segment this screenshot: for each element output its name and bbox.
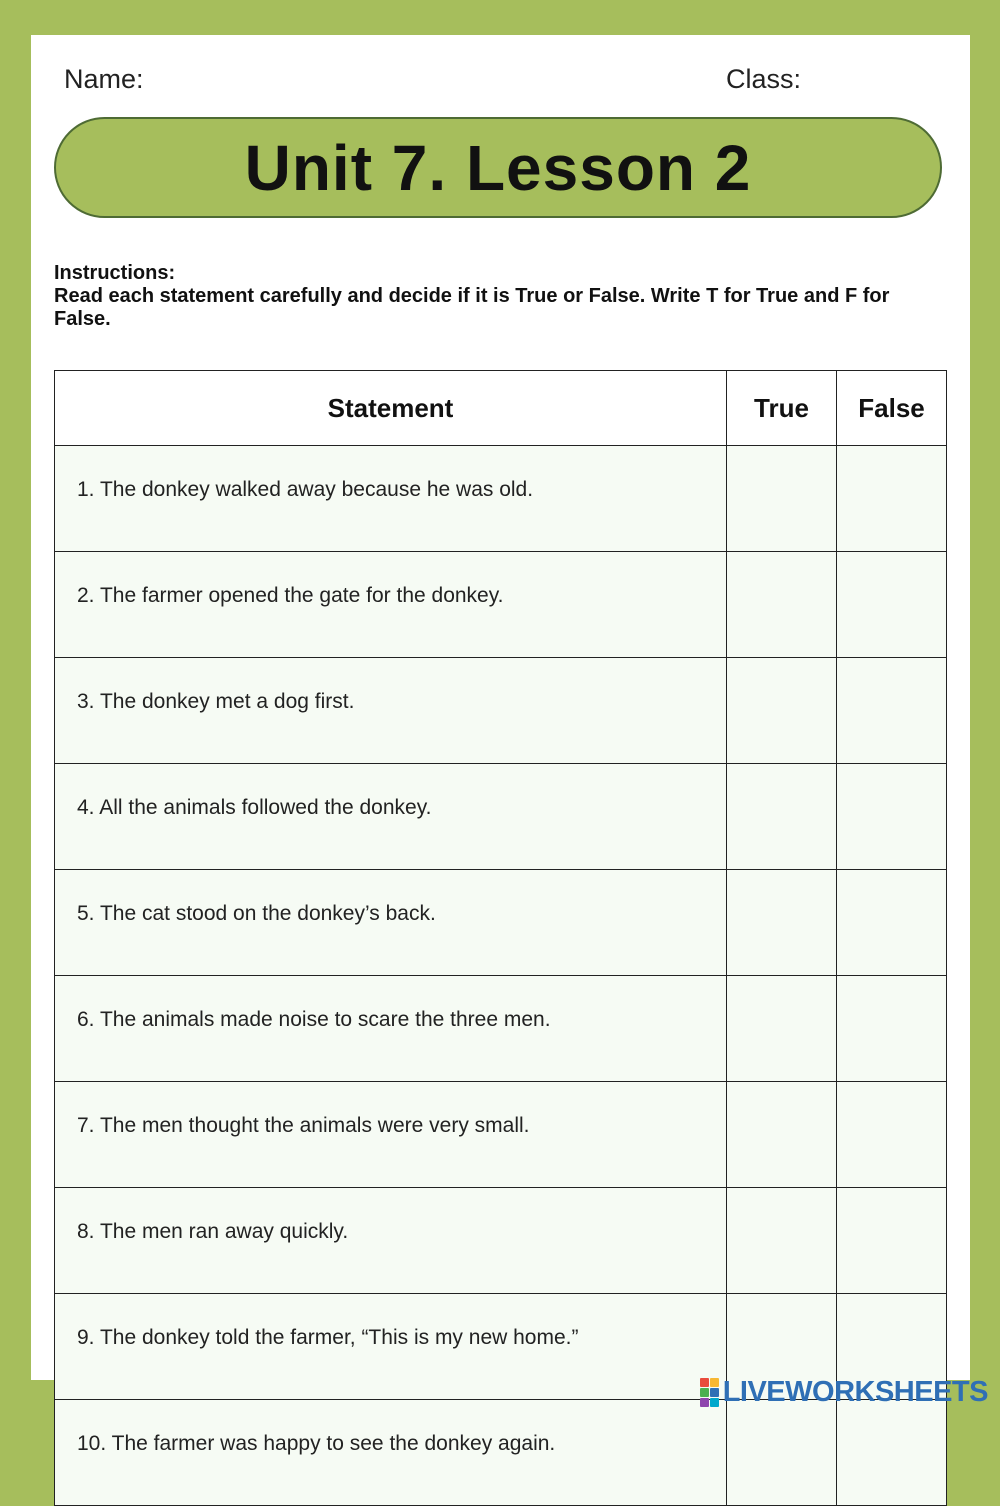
table-header-row — [55, 371, 947, 446]
statement-cell: 3. The donkey met a dog first. — [55, 658, 727, 764]
false-answer-cell[interactable] — [837, 976, 947, 1082]
table-row — [55, 870, 947, 976]
false-answer-cell[interactable] — [837, 446, 947, 552]
header-false: False — [837, 371, 947, 446]
table-row — [55, 446, 947, 552]
statement-cell: 8. The men ran away quickly. — [55, 1188, 727, 1294]
true-answer-cell[interactable] — [727, 658, 837, 764]
false-answer-cell[interactable] — [837, 1082, 947, 1188]
true-answer-cell[interactable] — [727, 976, 837, 1082]
header-true: True — [727, 371, 837, 446]
page-title: Unit 7. Lesson 2 — [244, 131, 752, 204]
statement-cell: 6. The animals made noise to scare the three men. — [55, 976, 727, 1082]
true-answer-cell[interactable] — [727, 1400, 837, 1506]
false-answer-cell[interactable] — [837, 870, 947, 976]
statement-cell: 1. The donkey walked away because he was old. — [55, 446, 727, 552]
statement-cell: 5. The cat stood on the donkey’s back. — [55, 870, 727, 976]
true-false-table — [54, 370, 947, 1506]
true-answer-cell[interactable] — [727, 870, 837, 976]
statement-cell: 2. The farmer opened the gate for the donkey. — [55, 552, 727, 658]
statement-cell: 9. The donkey told the farmer, “This is my new home.” — [55, 1294, 727, 1400]
liveworksheets-logo-icon — [700, 1378, 719, 1407]
table-row — [55, 1400, 947, 1506]
table-row — [55, 658, 947, 764]
true-answer-cell[interactable] — [727, 1188, 837, 1294]
instructions — [54, 262, 934, 331]
title-banner — [54, 117, 942, 218]
class-label: Class: — [726, 64, 802, 94]
true-answer-cell[interactable] — [727, 1082, 837, 1188]
statement-cell: 4. All the animals followed the donkey. — [55, 764, 727, 870]
false-answer-cell[interactable] — [837, 1400, 947, 1506]
header-statement: Statement — [55, 371, 727, 446]
watermark-text: LIVEWORKSHEETS — [722, 1376, 988, 1408]
false-answer-cell[interactable] — [837, 764, 947, 870]
false-answer-cell[interactable] — [837, 1188, 947, 1294]
table-row — [55, 1188, 947, 1294]
table-row — [55, 976, 947, 1082]
statement-cell: 10. The farmer was happy to see the donkey again. — [55, 1400, 727, 1506]
true-answer-cell[interactable] — [727, 764, 837, 870]
liveworksheets-watermark — [700, 1376, 988, 1409]
statement-cell: 7. The men thought the animals were very small. — [55, 1082, 727, 1188]
table-row — [55, 1082, 947, 1188]
table-row — [55, 764, 947, 870]
false-answer-cell[interactable] — [837, 552, 947, 658]
table-row — [55, 552, 947, 658]
false-answer-cell[interactable] — [837, 658, 947, 764]
instructions-heading: Instructions: — [54, 262, 176, 284]
true-answer-cell[interactable] — [727, 446, 837, 552]
true-answer-cell[interactable] — [727, 552, 837, 658]
instructions-body: Read each statement carefully and decide if it is True or False. Write T for True and F for False. — [54, 285, 890, 330]
name-label: Name: — [64, 64, 144, 94]
